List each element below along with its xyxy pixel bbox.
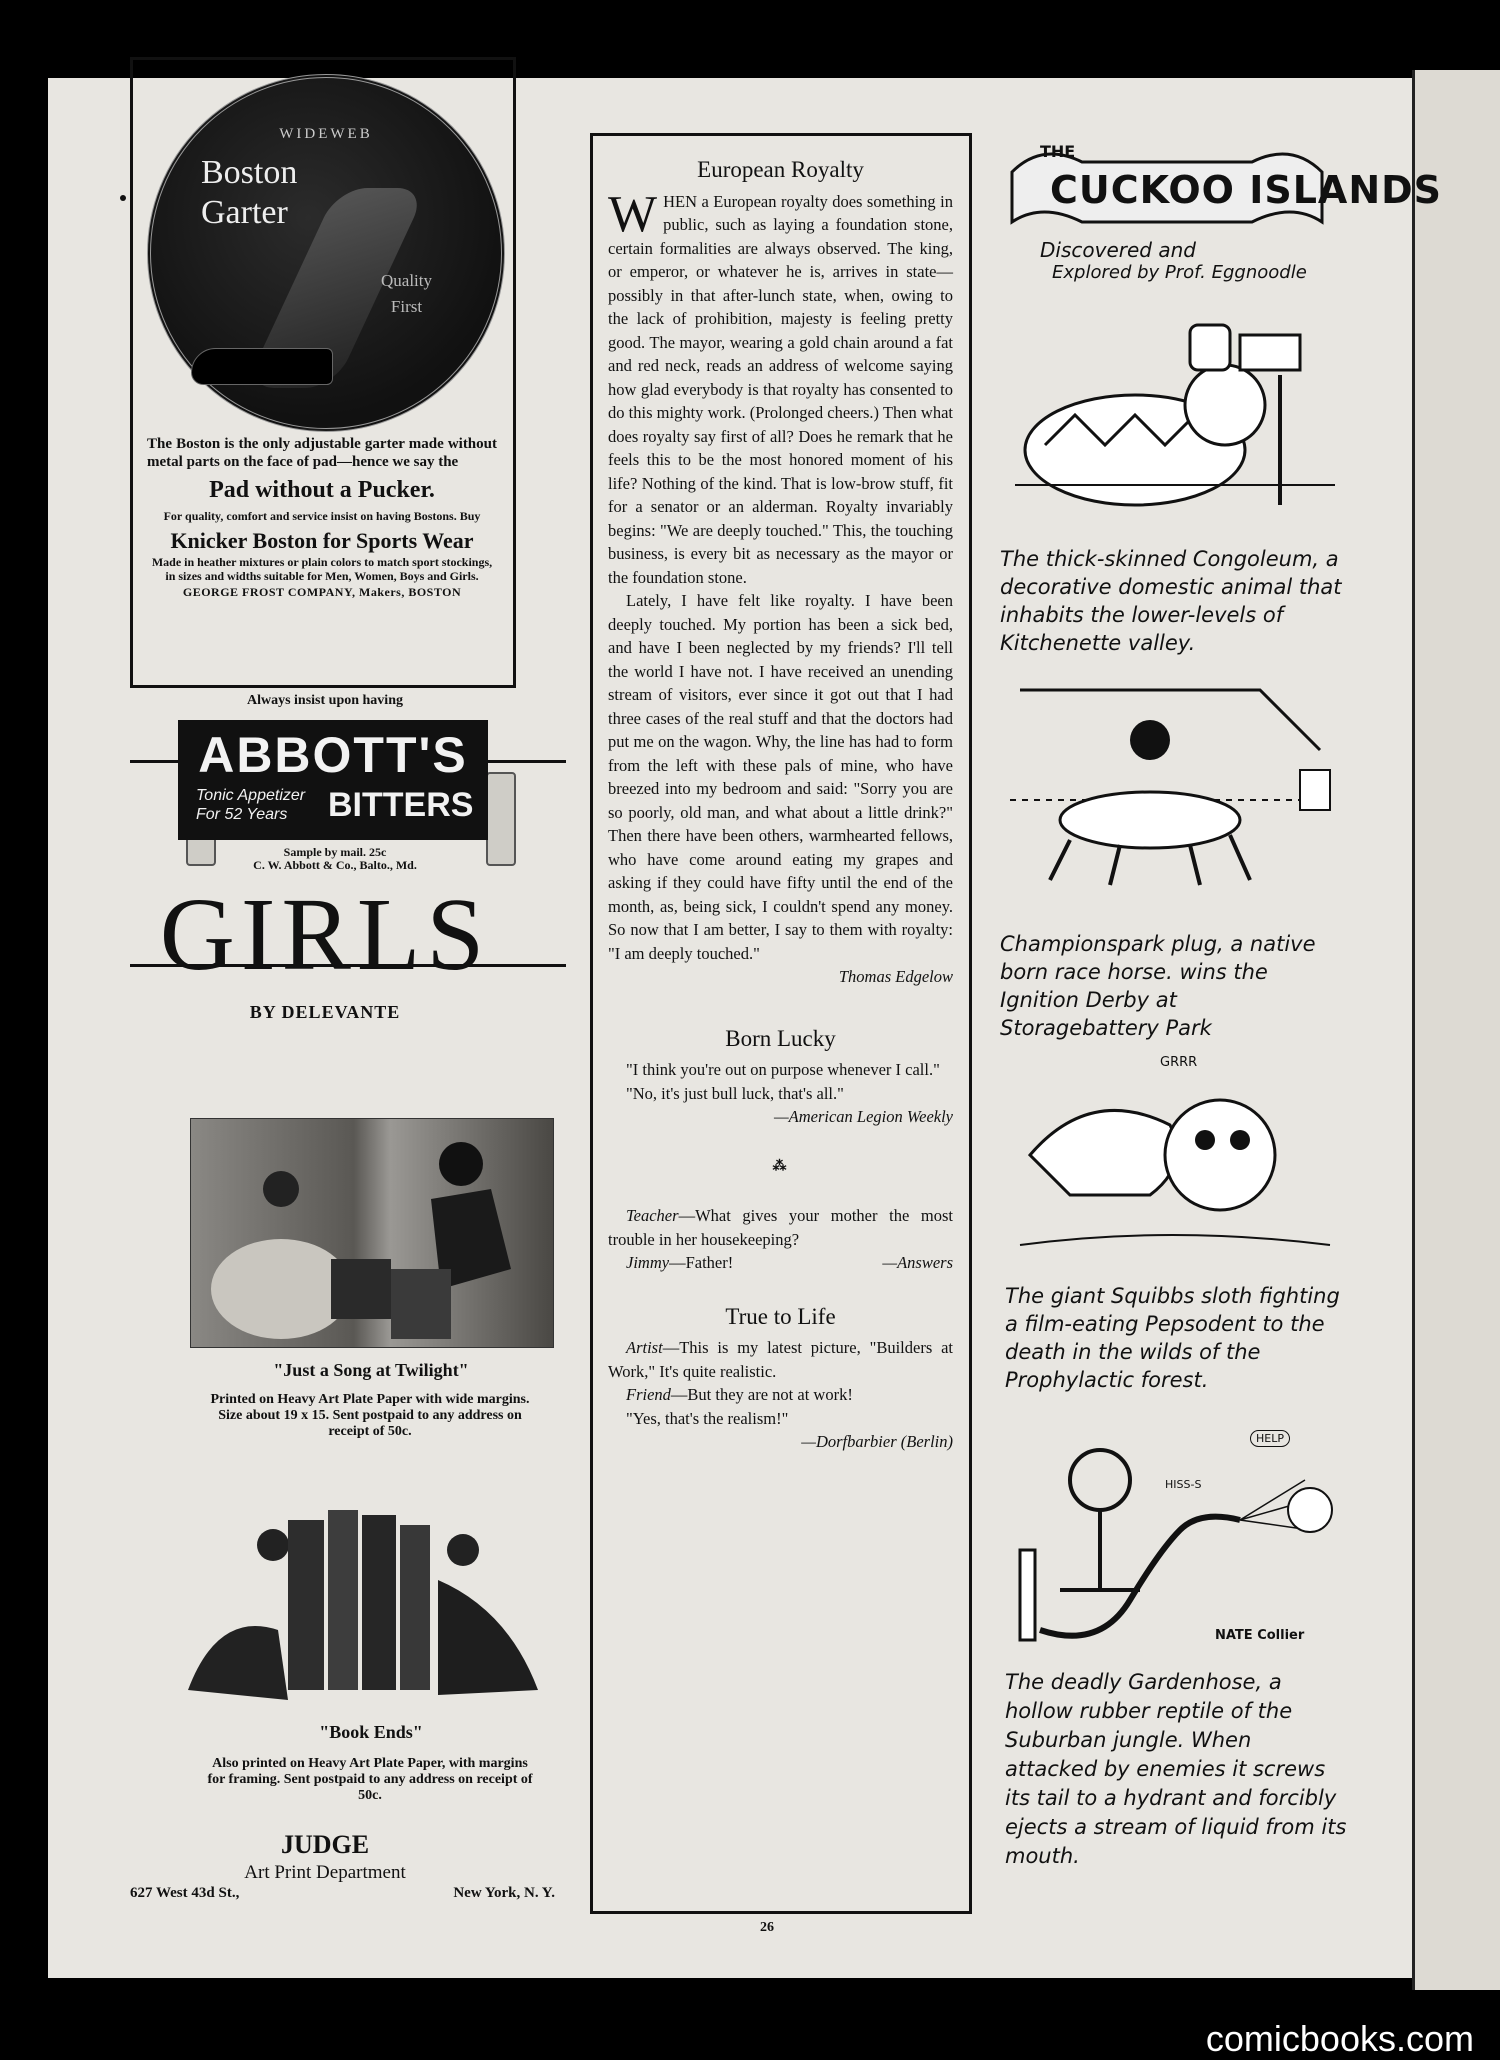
shoe-illustration bbox=[191, 348, 333, 385]
congoleum-illustration bbox=[1005, 295, 1335, 525]
born-lucky-line-1: "I think you're out on purpose whenever I call." bbox=[626, 1060, 940, 1079]
desc-twilight: Printed on Heavy Art Plate Paper with wide margins. Size about 19 x 15. Sent postpaid to any address on receipt of 50c. bbox=[210, 1392, 530, 1439]
twilight-print-image bbox=[190, 1118, 554, 1348]
tonic-line-2: For 52 Years bbox=[196, 806, 288, 823]
publisher-dept: Art Print Department bbox=[244, 1862, 406, 1883]
true-to-life-title: True to Life bbox=[725, 1303, 836, 1329]
tonic-line-1: Tonic Appetizer bbox=[196, 787, 306, 804]
cuckoo-caption-2: Championspark plug, a native born race horse. wins the Ignition Derby at Storagebattery Park bbox=[1000, 932, 1316, 1040]
twilight-illustration bbox=[191, 1119, 553, 1347]
caption-twilight: "Just a Song at Twilight" bbox=[273, 1360, 469, 1380]
quality-slogan bbox=[381, 268, 432, 320]
cuckoo-caption-3: The giant Squibbs sloth fighting a film-eating Pepsodent to the death in the wilds of the Prophylactic forest. bbox=[1005, 1284, 1340, 1392]
article-author: Thomas Edgelow bbox=[838, 967, 953, 986]
race-horse-illustration bbox=[1000, 680, 1340, 890]
garter-badge bbox=[147, 74, 505, 432]
banner-title: CUCKOO ISLANDS bbox=[1050, 168, 1443, 212]
born-lucky-title: Born Lucky bbox=[725, 1025, 836, 1051]
speaker-artist: Artist bbox=[626, 1338, 663, 1357]
badge-top-text: WIDEWEB bbox=[279, 126, 373, 142]
book-ends-illustration bbox=[178, 1490, 558, 1706]
abbott-tagline: Always insist upon having bbox=[246, 693, 403, 708]
book-ends-image bbox=[178, 1490, 558, 1706]
page-number: 26 bbox=[760, 1920, 774, 1935]
garter-copy bbox=[147, 435, 497, 601]
address-city: New York, N. Y. bbox=[453, 1885, 555, 1901]
article-paragraph-2: Lately, I have felt like royalty. I have been deeply touched. My portion has been a sick bed, and have I been neglected by my friends? I'll tell the world I have not. I have received an unending stream of visitors, ever since it got out that I had three cases of the real stuff and that the doctors had put me on the wagon. Why, the line has had to form from the left with these pals of mine, who have breezed into my bedroom and said: "Sorry you are so poorly, old man, and what about a little drink?" Then there have been others, warmhearted fellows, who have come around eating my grapes and asking if they could have fifty until the end of the month, as, being sick, I couldn't spend any money. So now that I am better, I say to them with royalty: "I am deeply touched." bbox=[608, 591, 953, 963]
gardenhose-illustration bbox=[1010, 1440, 1340, 1650]
page-mark bbox=[120, 195, 126, 201]
desc-book-ends: Also printed on Heavy Art Plate Paper, with margins for framing. Sent postpaid to any address on receipt of 50c. bbox=[207, 1756, 533, 1803]
section-separator: ⁂ bbox=[772, 1158, 789, 1174]
garter-headline: Pad without a Pucker. bbox=[209, 477, 435, 503]
brand-line-2: Garter bbox=[201, 194, 288, 231]
speaker-jimmy: Jimmy bbox=[626, 1253, 670, 1272]
garter-details: Made in heather mixtures or plain colors to match sport stockings, in sizes and widths suitable for Men, Women, Boys and Girls. bbox=[151, 555, 493, 583]
teacher-joke-line-1 bbox=[608, 1204, 953, 1251]
born-lucky-source: —American Legion Weekly bbox=[773, 1107, 953, 1126]
sample-line-2: C. W. Abbott & Co., Balto., Md. bbox=[253, 858, 417, 872]
article-paragraph-1 bbox=[608, 185, 953, 590]
true-to-life-line-3: "Yes, that's the realism!" bbox=[626, 1408, 789, 1428]
banner-the: THE bbox=[1040, 142, 1076, 161]
true-to-life-line-1 bbox=[608, 1336, 953, 1383]
jimmy-line: —Father! bbox=[669, 1253, 734, 1272]
abbott-label bbox=[178, 720, 488, 840]
teacher-source: —Answers bbox=[882, 1253, 953, 1272]
speaker-teacher: Teacher bbox=[626, 1206, 679, 1225]
publisher-address bbox=[130, 1885, 555, 1902]
quality-line-2: First bbox=[390, 297, 423, 316]
hiss-text: HISS-S bbox=[1165, 1478, 1202, 1491]
growl-text: GRRR bbox=[1160, 1055, 1198, 1070]
help-bubble: HELP bbox=[1250, 1430, 1290, 1447]
teacher-line: —What gives your mother the most trouble in her housekeeping? bbox=[608, 1206, 953, 1249]
quality-line-1: Quality bbox=[381, 271, 432, 290]
drop-cap: W bbox=[608, 185, 658, 243]
garter-quality-note: For quality, comfort and service insist on having Bostons. Buy bbox=[163, 509, 481, 523]
friend-line: —But they are not at work! bbox=[670, 1385, 853, 1404]
brand-line-1: Boston bbox=[201, 154, 298, 191]
artist-line: —This is my latest picture, "Builders at Work," It's quite realistic. bbox=[608, 1338, 953, 1381]
garter-subhead: Knicker Boston for Sports Wear bbox=[170, 528, 474, 553]
boston-garter-ad bbox=[130, 57, 516, 688]
garter-body: The Boston is the only adjustable garter made without metal parts on the face of pad—hence we say the bbox=[147, 436, 497, 470]
brand-name bbox=[201, 153, 297, 233]
girls-byline: BY DELEVANTE bbox=[249, 1002, 401, 1022]
sloth-illustration bbox=[1010, 1045, 1340, 1265]
next-page-edge bbox=[1412, 70, 1500, 1990]
publisher-name: JUDGE bbox=[280, 1830, 370, 1859]
true-to-life-source: —Dorfbarbier (Berlin) bbox=[801, 1432, 953, 1451]
watermark: comicbooks.com bbox=[1205, 2018, 1474, 2059]
article-european-royalty bbox=[608, 158, 953, 1454]
paragraph-1-text: HEN a European royalty does something in public, such as laying a foundation stone, certain formalities are always observed. The king, or emperor, or whatever he is, arrives in state—possibly in that after-lunch state, when, owing to the lack of prohibition, majesty is feeling pretty good. The mayor, wearing a gold chain around a fat and red neck, reads an address of welcome saying how glad everybody is that royalty has consented to do this mighty work. (Prolonged cheers.) Then what does royalty say first of all? Does he remark that he feels this to be the most honored moment of his life? Nothing of the kind. That is low-brow stuff, fit for a senator or an alderman. Royalty invariably begins: "We are deeply touched." This, the touching business, is every bit as necessary as the mayor or the foundation stone. bbox=[608, 191, 953, 587]
speaker-friend: Friend bbox=[626, 1385, 671, 1404]
cuckoo-subtitle-2: Explored by Prof. Eggnoodle bbox=[1052, 262, 1307, 283]
abbott-tonic bbox=[196, 786, 305, 824]
abbott-name: ABBOTT'S bbox=[198, 727, 468, 783]
true-to-life-line-2 bbox=[608, 1383, 953, 1407]
sample-line-1: Sample by mail. 25c bbox=[283, 845, 387, 859]
born-lucky-line-2: "No, it's just bull luck, that's all." bbox=[626, 1083, 844, 1103]
teacher-joke-line-2 bbox=[608, 1251, 953, 1275]
girls-title: GIRLS bbox=[159, 877, 491, 992]
garter-maker: GEORGE FROST COMPANY, Makers, BOSTON bbox=[182, 585, 462, 599]
abbott-bitters: BITTERS bbox=[328, 786, 474, 824]
cuckoo-caption-1: The thick-skinned Congoleum, a decorative domestic animal that inhabits the lower-levels of Kitchenette valley. bbox=[1000, 547, 1342, 655]
cuckoo-caption-4: The deadly Gardenhose, a hollow rubber reptile of the Suburban jungle. When attacked by enemies it screws its tail to a hydrant and forcibly ejects a stream of liquid from its mouth. bbox=[1005, 1670, 1347, 1868]
caption-book-ends: "Book Ends" bbox=[319, 1722, 423, 1742]
cuckoo-subtitle-1: Discovered and bbox=[1040, 238, 1196, 262]
artist-signature: NATE Collier bbox=[1215, 1628, 1305, 1643]
abbott-sample bbox=[170, 846, 500, 872]
article-title: European Royalty bbox=[697, 157, 864, 182]
address-street: 627 West 43d St., bbox=[130, 1885, 240, 1901]
